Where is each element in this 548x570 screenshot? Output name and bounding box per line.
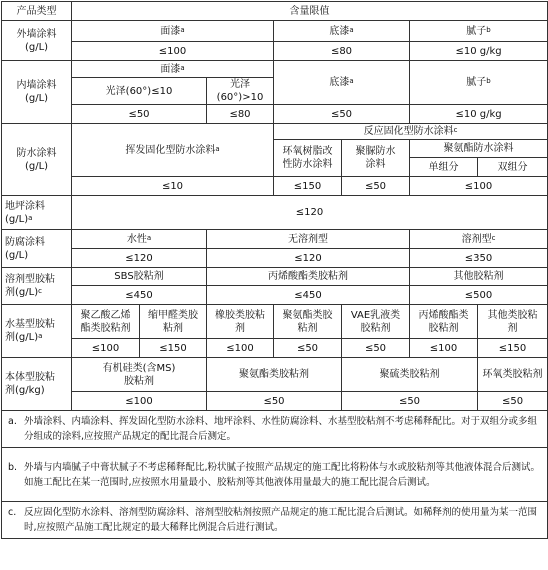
- body-adhesive-polysulfide: 聚硫类胶粘剂: [342, 358, 478, 392]
- waterproof-reactive-cell: [274, 124, 548, 140]
- water-adhesive-value: ≤100: [410, 339, 478, 358]
- waterproof-epoxy-cell: [274, 140, 342, 177]
- body-adhesive-row-2: [2, 392, 548, 411]
- water-adhesive-type-line: 缩甲醛类胶: [148, 309, 198, 321]
- exterior-putty-sup: b: [486, 25, 491, 34]
- interior-row-3: [2, 105, 548, 124]
- water-adhesive-value: ≤100: [207, 339, 274, 358]
- exterior-unit: (g/L): [24, 41, 49, 53]
- water-adhesive-row-1: [2, 305, 548, 339]
- floor-name-cell: [2, 196, 72, 230]
- water-adhesive-name-cell: [2, 305, 72, 358]
- waterproof-name: 防水涂料: [16, 147, 57, 159]
- footnote-text: 反应固化型防水涂料、溶剂型防腐涂料、溶剂型胶粘剂按照产品规定的施工配比混合后测试。如稀释剂的使用量为某一范围时,应按照产品施工配比规定的最大稀释比例混合后进行测试。: [24, 507, 538, 533]
- footnote-row-c: [2, 502, 548, 539]
- solvent-adhesive-pa-value: ≤450: [207, 286, 410, 305]
- waterproof-reactive: 反应固化型防水涂料: [363, 126, 454, 137]
- water-adhesive-value: ≤50: [274, 339, 342, 358]
- floor-row: [2, 196, 548, 230]
- interior-primer-cell: [72, 61, 274, 78]
- waterproof-name-cell: [2, 124, 72, 196]
- interior-row-1: [2, 61, 548, 78]
- waterproof-volatile-sup: a: [215, 144, 220, 153]
- waterproof-volatile-cell: [72, 124, 274, 177]
- footnote-text: 外墙涂料、内墙涂料、挥发固化型防水涂料、地坪涂料、水性防腐涂料、水基型胶粘剂不考虑稀释配比。对于双组分或多组分组成的涂料,应按照产品规定的配比混合后测定。: [24, 416, 538, 442]
- body-adhesive-name-l1: 本体型胶粘: [5, 372, 55, 383]
- exterior-primer-cell: [72, 21, 274, 42]
- water-adhesive-type: [342, 305, 410, 339]
- water-adhesive-type-line: 剂: [235, 322, 245, 334]
- body-adhesive-pu: 聚氨酯类胶粘剂: [207, 358, 342, 392]
- water-adhesive-value: ≤150: [478, 339, 548, 358]
- floor-name-l2: (g/L): [5, 213, 29, 225]
- waterproof-row-1: [2, 124, 548, 140]
- body-adhesive-polysulfide-value: ≤50: [342, 392, 478, 411]
- interior-gloss-low: 光泽(60°)≤10: [72, 78, 207, 105]
- water-adhesive-name-l1: 水基型胶粘: [5, 319, 55, 330]
- exterior-putty-value: ≤10 g/kg: [410, 42, 548, 61]
- footnote-mark: a.: [8, 416, 17, 427]
- water-adhesive-name-l2: 剂(g/L): [5, 332, 39, 343]
- water-adhesive-name-sup: a: [38, 332, 43, 340]
- water-adhesive-type-line: 丙烯酸酯类: [418, 309, 469, 321]
- floor-name-l1: 地坪涂料: [5, 200, 45, 212]
- solvent-adhesive-name-sup: c: [38, 287, 42, 295]
- water-adhesive-type-line: 剂: [507, 322, 518, 334]
- water-adhesive-type: [207, 305, 274, 339]
- water-adhesive-type-line: 聚氨酯类胶: [282, 309, 333, 321]
- anticorrosion-water: 水性: [126, 233, 147, 245]
- floor-value: ≤120: [72, 196, 548, 230]
- solvent-adhesive-sbs-value: ≤450: [72, 286, 207, 305]
- water-adhesive-value: ≤50: [342, 339, 410, 358]
- exterior-row-1: [2, 21, 548, 42]
- waterproof-polyurea-l2: 涂料: [365, 159, 386, 170]
- footnote-mark: b.: [8, 461, 18, 473]
- anticorrosion-solvent-value: ≤350: [410, 249, 548, 268]
- footnote-c: [2, 502, 548, 539]
- water-adhesive-value: ≤150: [140, 339, 207, 358]
- footnote-b: [2, 448, 548, 502]
- header-row: [2, 2, 548, 21]
- body-adhesive-epoxy-value: ≤50: [478, 392, 548, 411]
- interior-gloss-low-value: ≤50: [72, 105, 207, 124]
- waterproof-pu: 聚氨酯防水涂料: [410, 140, 548, 158]
- waterproof-polyurea-value: ≤50: [342, 177, 410, 196]
- footnote-text: 外墙与内墙腻子中膏状腻子不考虑稀释配比,粉状腻子按照产品规定的施工配比将粉体与水或胶粘剂等其他液体混合后测试。如施工配比在某一范围时,应按照水用量最小、胶粘剂等其他液体用量最大的施工配比混合后测试。: [24, 461, 541, 488]
- waterproof-epoxy-value: ≤150: [274, 177, 342, 196]
- exterior-base-cell: [274, 21, 410, 42]
- header-product-type: 产品类型: [2, 2, 72, 21]
- anticorrosion-row-2: [2, 249, 548, 268]
- waterproof-polyurea-cell: [342, 140, 410, 177]
- interior-primer: 面漆: [160, 63, 181, 75]
- water-adhesive-type: [410, 305, 478, 339]
- anticorrosion-solventless-value: ≤120: [207, 249, 410, 268]
- body-adhesive-silicone-value: ≤100: [72, 392, 207, 411]
- waterproof-volatile-value: ≤10: [72, 177, 274, 196]
- anticorrosion-unit: (g/L): [5, 249, 29, 261]
- voc-limit-table: [1, 1, 548, 539]
- interior-name-cell: [2, 61, 72, 124]
- body-adhesive-silicone-l2: 胶粘剂: [124, 375, 154, 387]
- exterior-row-2: [2, 42, 548, 61]
- exterior-base: 底漆: [329, 25, 350, 37]
- waterproof-pu-double: 双组分: [478, 158, 548, 177]
- waterproof-pu-single: 单组分: [410, 158, 478, 177]
- body-adhesive-name-cell: [2, 358, 72, 411]
- footnote-a: [2, 411, 548, 448]
- exterior-putty-cell: [410, 21, 548, 42]
- interior-putty-sup: b: [486, 77, 491, 85]
- exterior-base-value: ≤80: [274, 42, 410, 61]
- waterproof-row-4: [2, 177, 548, 196]
- waterproof-reactive-sup: c: [453, 126, 458, 134]
- interior-putty-cell: [410, 61, 548, 105]
- anticorrosion-solvent-cell: [410, 230, 548, 249]
- anticorrosion-solventless: 无溶剂型: [207, 230, 410, 249]
- header-limit: 含量限值: [72, 2, 548, 21]
- anticorrosion-name: 防腐涂料: [5, 236, 45, 248]
- waterproof-pu-value: ≤100: [410, 177, 548, 196]
- solvent-adhesive-pa: 丙烯酸酯类胶粘剂: [207, 268, 410, 286]
- floor-name-sup: a: [28, 213, 33, 222]
- water-adhesive-type-line: 其他类胶粘: [487, 309, 538, 321]
- body-adhesive-epoxy: 环氧类胶粘剂: [478, 358, 548, 392]
- solvent-adhesive-other: 其他胶粘剂: [410, 268, 548, 286]
- exterior-name-cell: [2, 21, 72, 61]
- exterior-primer: 面漆: [160, 25, 181, 37]
- water-adhesive-value: ≤100: [72, 339, 140, 358]
- footnote-row-b: [2, 448, 548, 502]
- waterproof-polyurea-l1: 聚脲防水: [355, 146, 396, 157]
- body-adhesive-silicone-cell: [72, 358, 207, 392]
- interior-putty-value: ≤10 g/kg: [410, 105, 548, 124]
- water-adhesive-row-2: [2, 339, 548, 358]
- anticorrosion-solvent: 溶剂型: [461, 233, 492, 245]
- interior-base: 底漆: [329, 77, 350, 88]
- interior-gloss-high-value: ≤80: [207, 105, 274, 124]
- interior-putty: 腻子: [466, 77, 487, 88]
- body-adhesive-pu-value: ≤50: [207, 392, 342, 411]
- interior-base-value: ≤50: [274, 105, 410, 124]
- exterior-name: 外墙涂料: [16, 28, 57, 40]
- solvent-adhesive-name-l2: 剂(g/L): [5, 287, 39, 298]
- interior-primer-sup: a: [180, 63, 185, 72]
- interior-base-cell: [274, 61, 410, 105]
- anticorrosion-water-sup: a: [146, 233, 152, 242]
- anticorrosion-row-1: [2, 230, 548, 249]
- exterior-primer-value: ≤100: [72, 42, 274, 61]
- water-adhesive-type-line: 酯类胶粘剂: [80, 322, 131, 334]
- water-adhesive-type-line: 粘剂: [297, 322, 318, 334]
- body-adhesive-row-1: [2, 358, 548, 392]
- water-adhesive-type: [72, 305, 140, 339]
- waterproof-unit: (g/L): [24, 160, 49, 172]
- exterior-base-sup: a: [349, 25, 354, 34]
- waterproof-epoxy-l2: 性防水涂料: [282, 159, 333, 170]
- solvent-adhesive-row-1: [2, 268, 548, 286]
- body-adhesive-name-l2: 剂(g/kg): [5, 385, 45, 396]
- interior-name: 内墙涂料: [16, 80, 57, 91]
- solvent-adhesive-sbs: SBS胶粘剂: [72, 268, 207, 286]
- water-adhesive-type-line: 聚乙酸乙烯: [80, 309, 131, 321]
- interior-unit: (g/L): [24, 93, 49, 104]
- anticorrosion-solvent-sup: c: [491, 233, 496, 242]
- interior-gloss-high: 光泽(60°)>10: [207, 78, 274, 105]
- water-adhesive-type: [140, 305, 207, 339]
- interior-base-sup: a: [349, 77, 354, 85]
- solvent-adhesive-other-value: ≤500: [410, 286, 548, 305]
- footnote-row-a: [2, 411, 548, 448]
- footnote-mark: c.: [8, 507, 17, 518]
- anticorrosion-water-value: ≤120: [72, 249, 207, 268]
- water-adhesive-type-line: 橡胶类胶粘: [215, 309, 265, 321]
- exterior-primer-sup: a: [180, 25, 185, 34]
- waterproof-epoxy-l1: 环氧树脂改: [282, 146, 333, 157]
- water-adhesive-type-line: 胶粘剂: [360, 322, 391, 334]
- water-adhesive-type-line: VAE乳液类: [350, 309, 401, 321]
- body-adhesive-silicone-l1: 有机硅类(含MS): [102, 362, 176, 374]
- exterior-putty: 腻子: [466, 25, 487, 37]
- anticorrosion-water-cell: [72, 230, 207, 249]
- solvent-adhesive-name-l1: 溶剂型胶粘: [5, 274, 55, 285]
- waterproof-volatile: 挥发固化型防水涂料: [125, 144, 216, 156]
- solvent-adhesive-row-2: [2, 286, 548, 305]
- water-adhesive-type: [478, 305, 548, 339]
- anticorrosion-name-cell: [2, 230, 72, 268]
- solvent-adhesive-name-cell: [2, 268, 72, 305]
- water-adhesive-type-line: 胶粘剂: [428, 322, 459, 334]
- water-adhesive-type-line: 粘剂: [163, 322, 183, 334]
- water-adhesive-type: [274, 305, 342, 339]
